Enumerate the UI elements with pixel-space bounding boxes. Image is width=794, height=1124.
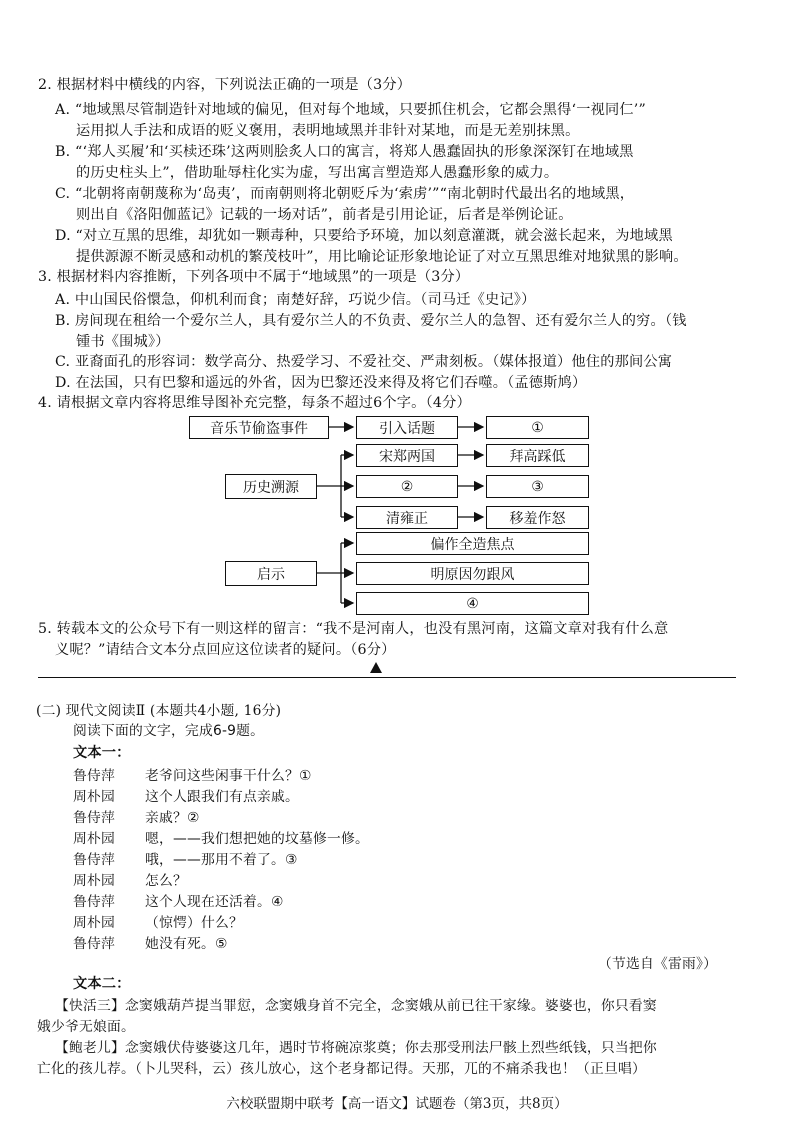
dialogue-line [73, 830, 369, 848]
dialogue-line [73, 788, 299, 806]
q2-option-d: D. “对立互黑的思维，却犹如一颗毒种，只要给予环境，加以刻意灌溉，就会滋长起来，为地域黑 [55, 228, 673, 244]
mindmap-node-yongzheng: 清雍正 [356, 506, 458, 529]
mindmap-node-song-zheng: 宋郑两国 [356, 444, 458, 467]
speech: （惊愕）什么？ [145, 915, 243, 931]
dialogue-line [73, 914, 243, 932]
speech: 这个人现在还活着。④ [145, 894, 284, 910]
speaker: 周朴园 [73, 873, 115, 889]
dialogue-line [73, 935, 228, 953]
mindmap-node-music-festival: 音乐节偷盗事件 [189, 416, 329, 439]
q3-option-a: A. 中山国民俗懁急，仰机利而食；南楚好辞，巧说少信。（司马迁《史记》） [55, 292, 536, 308]
q2-option-d-cont: 提供源源不断灵感和动机的繁茂枝叶”，用比喻论证形象地论证了对立互黑思维对地狱黑的影响。 [76, 249, 688, 265]
mindmap-node-history: 历史溯源 [225, 474, 317, 499]
mindmap-node-bai-gao: 拜高踩低 [486, 444, 589, 467]
mindmap-node-inspiration: 启示 [225, 561, 317, 586]
speaker: 周朴园 [73, 915, 115, 931]
speaker: 鲁侍萍 [73, 810, 115, 826]
page-footer: 六校联盟期中联考【高一语文】试题卷（第3页，共8页） [226, 1096, 568, 1112]
q2-option-b-cont: 的历史柱头上”，借助耻辱柱化实为虚，写出寓言塑造郑人愚蠢形象的威力。 [76, 165, 559, 181]
q4-stem: 4. 请根据文章内容将思维导图补充完整，每条不超过6个字。（4分） [38, 395, 471, 411]
dialogue-line [73, 851, 298, 869]
speech: 亲戚？② [145, 810, 200, 826]
speech: 嗯，——我们想把她的坟墓修一修。 [145, 831, 369, 847]
text2-line: 娥少爷无娘面。 [37, 1019, 135, 1035]
q5-line2: 义呢？”请结合文本分点回应这位读者的疑问。（6分） [55, 642, 396, 658]
mindmap-blank-1: ① [486, 416, 589, 439]
speaker: 鲁侍萍 [73, 894, 115, 910]
source-citation: （节选自《雷雨》） [598, 956, 718, 972]
text2-line: 【鲍老儿】念窦娥伏侍婆婆这几年，遇时节将碗凉浆奠；你去那受刑法尸骸上烈些纸钱，只当把你 [55, 1040, 657, 1056]
speaker: 鲁侍萍 [73, 852, 115, 868]
speaker: 鲁侍萍 [73, 936, 115, 952]
mindmap-node-ming-yuan: 明原因勿跟风 [356, 562, 589, 585]
mindmap-blank-2: ② [356, 475, 458, 498]
text1-label: 文本一： [73, 745, 131, 761]
q5-line1: 5. 转载本文的公众号下有一则这样的留言：“我不是河南人，也没有黑河南，这篇文章对我有什么意 [38, 621, 669, 637]
mindmap-blank-4: ④ [356, 592, 589, 615]
section2-intro: 阅读下面的文字，完成6-9题。 [73, 723, 265, 739]
mindmap-node-introduce-topic: 引入话题 [356, 416, 458, 439]
mindmap-node-yi-xiu: 移羞作怒 [486, 506, 589, 529]
speech: 哦，——那用不着了。③ [145, 852, 298, 868]
q2-option-a-cont: 运用拟人手法和成语的贬义褒用，表明地域黑并非针对某地，而是无差别抹黑。 [76, 123, 580, 139]
mindmap-node-pian-zuo: 偏作全造焦点 [356, 532, 589, 555]
speaker: 周朴园 [73, 789, 115, 805]
q3-option-b-cont: 锺书《围城》） [76, 334, 170, 350]
text2-label: 文本二： [73, 976, 131, 992]
text2-line: 亡化的孩儿荐。（卜儿哭科，云）孩儿放心，这个老身都记得。天那，兀的不痛杀我也！（正旦唱） [37, 1061, 646, 1077]
q3-option-d: D. 在法国，只有巴黎和遥远的外省，因为巴黎还没来得及将它们吞噬。（孟德斯鸠） [55, 375, 587, 391]
q3-stem: 3. 根据材料内容推断，下列各项中不属于“地域黑”的一项是（3分） [38, 269, 470, 285]
speech: 怎么？ [145, 873, 187, 889]
speaker: 鲁侍萍 [73, 768, 115, 784]
q3-option-c: C. 亚裔面孔的形容词：数学高分、热爱学习、不爱社交、严肃刻板。（媒体报道）他住的那间公寓 [55, 354, 673, 370]
dialogue-line [73, 872, 187, 890]
speaker: 周朴园 [73, 831, 115, 847]
q2-option-c-cont: 则出自《洛阳伽蓝记》记载的一场对话”，前者是引用论证，后者是举例论证。 [76, 207, 573, 223]
speech: 老爷问这些闲事干什么？① [145, 768, 312, 784]
section-divider [38, 677, 736, 678]
q2-option-c: C. “北朝将南朝蔑称为‘岛夷’，而南朝则将北朝贬斥为‘索虏’”“南北朝时代最出名的地域黑， [55, 186, 635, 202]
speech: 这个人跟我们有点亲戚。 [145, 789, 299, 805]
dialogue-line [73, 767, 312, 785]
q2-option-b: B. “‘郑人买履’和‘买椟还珠’这两则脍炙人口的寓言，将郑人愚蠢固执的形象深深钉在地域黑 [55, 144, 634, 160]
dialogue-line [73, 893, 284, 911]
end-triangle-mark [370, 662, 382, 673]
text2-line: 【快活三】念窦娥葫芦提当罪愆，念窦娥身首不完全，念窦娥从前已往干家缘。婆婆也，你只看窦 [55, 998, 657, 1014]
mindmap-blank-3: ③ [486, 475, 589, 498]
q2-stem: 2. 根据材料中横线的内容，下列说法正确的一项是（3分） [38, 77, 412, 93]
dialogue-line [73, 809, 200, 827]
q3-option-b: B. 房间现在租给一个爱尔兰人，具有爱尔兰人的不负责、爱尔兰人的急智、还有爱尔兰人的穷。（钱 [55, 313, 687, 329]
section2-header: (二) 现代文阅读Ⅱ (本题共4小题, 16分) [36, 703, 282, 719]
speech: 她没有死。⑤ [145, 936, 228, 952]
q2-option-a: A. “地域黑尽管制造针对地域的偏见，但对每个地域，只要抓住机会，它都会黑得‘一视同仁’” [55, 102, 646, 118]
